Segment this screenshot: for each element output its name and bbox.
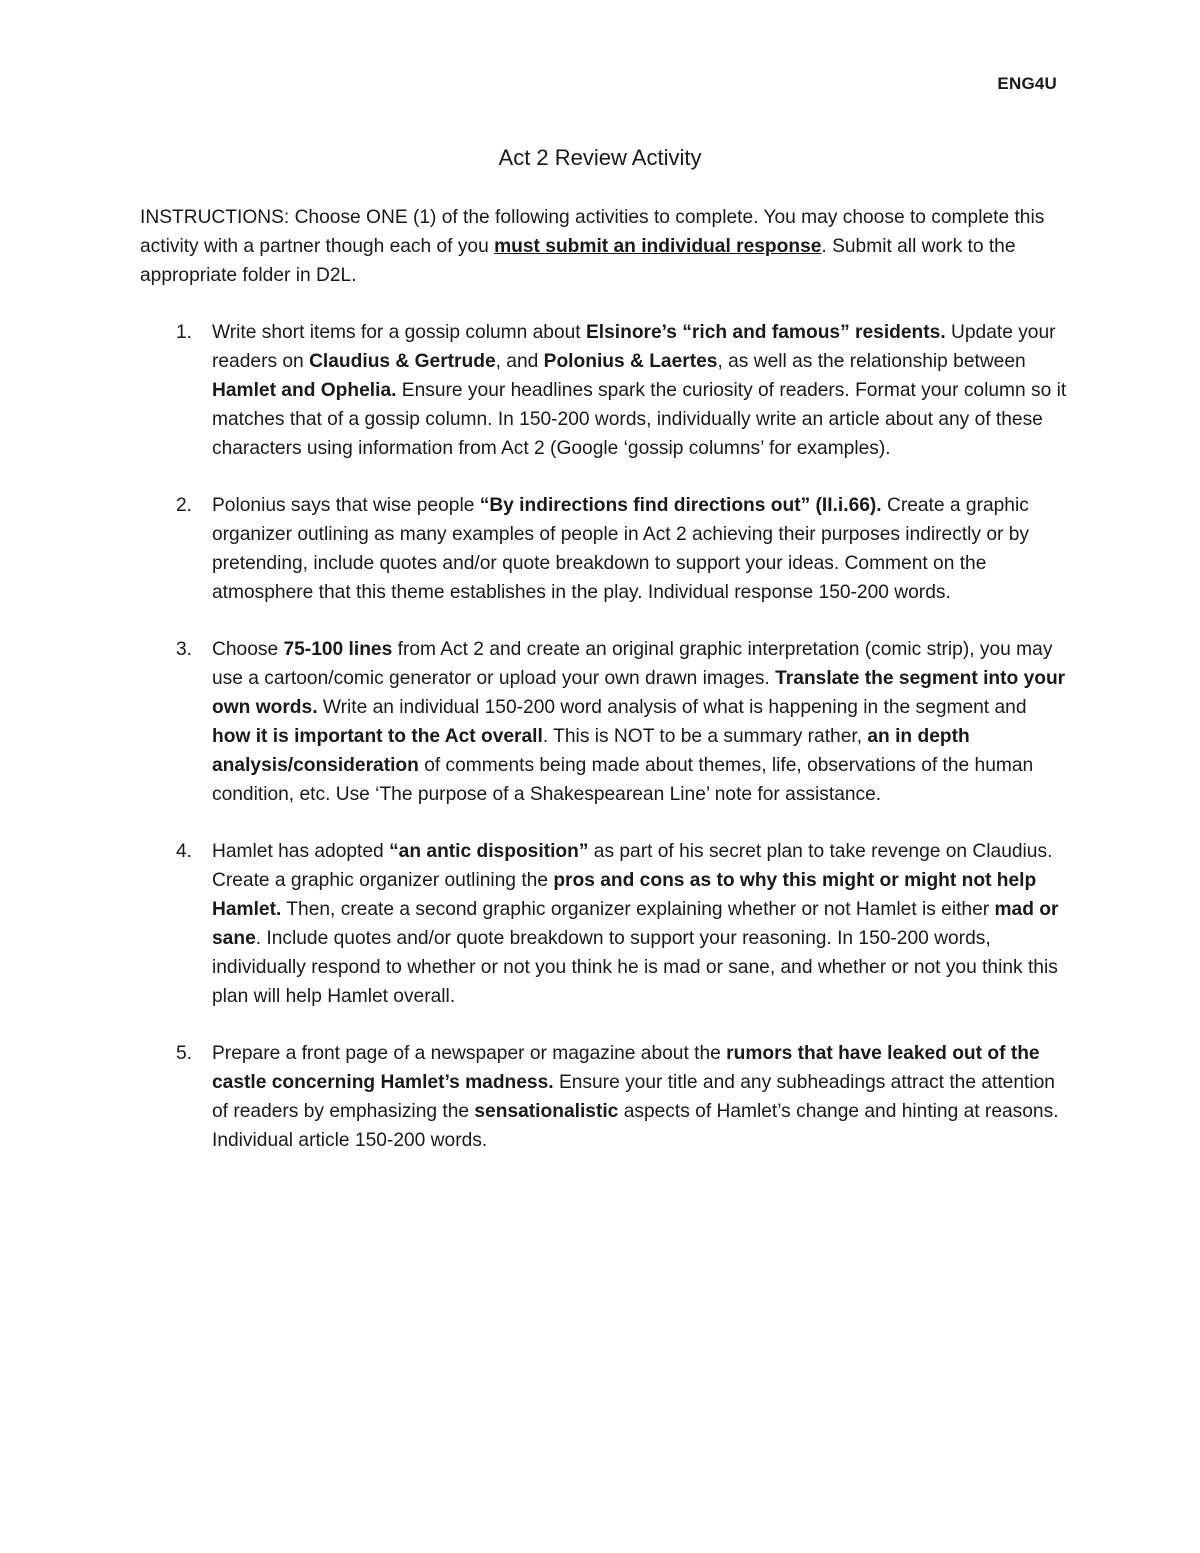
activity-emphasis: Elsinore’s “rich and famous” residents. (585, 322, 946, 343)
activity-item-1 (140, 318, 1070, 463)
activity-emphasis: an in depth analysis/consideration (212, 726, 970, 776)
activity-text: , and (495, 351, 544, 372)
activity-emphasis: Claudius & Gertrude (309, 351, 496, 372)
activity-text: Polonius says that wise people (212, 495, 480, 516)
activity-text: aspects of Hamlet’s change and hinting at reasons. Individual article 150-200 words. (212, 1101, 1059, 1151)
activity-text: Ensure your title and any subheadings attract the attention of readers by emphasizing the (212, 1072, 1055, 1122)
activity-text: . Include quotes and/or quote breakdown to support your reasoning. In 150-200 words, individually respond to whether or not you think he is mad or sane, and whether or not you think this plan will help Hamlet overall. (212, 928, 1058, 1007)
activity-text: Create a graphic organizer outlining as many examples of people in Act 2 achieving their purposes indirectly or by pretending, include quotes and/or quote breakdown to support your ideas. Comment on the atmosphere that this theme establishes in the play. Individual response 150-200 words. (212, 495, 1029, 603)
instructions-paragraph (140, 203, 1070, 290)
page-title: Act 2 Review Activity (498, 145, 702, 170)
activity-text: of comments being made about themes, life, observations of the human condition, etc. Use ‘The purpose of a Shakespearean Line’ note for assistance. (212, 755, 1034, 805)
activity-emphasis: 75-100 lines (283, 639, 393, 660)
instructions-text-1: INSTRUCTIONS: Choose ONE (1) of the following activities to complete. You may choose to complete this activity with a partner though each of you (140, 207, 1045, 257)
activity-item-4 (140, 837, 1070, 1011)
activity-emphasis: Translate the segment into your own words. (212, 668, 1066, 718)
activity-item-5 (140, 1039, 1070, 1155)
activity-number: 1. (176, 322, 193, 343)
activity-text: Update your readers on (212, 322, 1056, 372)
activity-item-2 (140, 491, 1070, 607)
activity-number: 2. (176, 495, 193, 516)
activity-emphasis: mad or sane (212, 899, 1059, 949)
activity-text: Write short items for a gossip column about (212, 322, 586, 343)
activity-emphasis: how it is important to the Act overall (212, 726, 543, 747)
activity-text: Ensure your headlines spark the curiosity of readers. Format your column so it matches that of a gossip column. In 150-200 words, individually write an article about any of these characters using information from Act 2 (Google ‘gossip columns’ for examples). (212, 380, 1067, 459)
activity-text: , as well as the relationship between (717, 351, 1026, 372)
activity-text: Prepare a front page of a newspaper or magazine about the (212, 1043, 727, 1064)
activity-list (140, 318, 1070, 1183)
activity-emphasis: “an antic disposition” (389, 841, 589, 862)
activity-emphasis: Polonius & Laertes (543, 351, 718, 372)
activity-emphasis: Hamlet and Ophelia. (212, 380, 397, 401)
activity-text: as part of his secret plan to take revenge on Claudius. Create a graphic organizer outlining the (212, 841, 1053, 891)
activity-emphasis: pros and cons as to why this might or might not help Hamlet. (212, 870, 1037, 920)
activity-number: 4. (176, 841, 193, 862)
instructions-text-2: . Submit all work to the appropriate folder in D2L. (140, 236, 1016, 286)
activity-number: 3. (176, 639, 193, 660)
activity-emphasis: “By indirections find directions out” (II.i.66). (479, 495, 882, 516)
activity-text: Then, create a second graphic organizer explaining whether or not Hamlet is either (281, 899, 995, 920)
activity-text: from Act 2 and create an original graphic interpretation (comic strip), you may use a cartoon/comic generator or upload your own drawn images. (212, 639, 1053, 689)
activity-emphasis: rumors that have leaked out of the castle concerning Hamlet’s madness. (212, 1043, 1040, 1093)
instructions-emphasis: must submit an individual response (494, 236, 822, 257)
activity-text: . This is NOT to be a summary rather, (542, 726, 868, 747)
activity-text: Choose (212, 639, 284, 660)
activity-item-3 (140, 635, 1070, 809)
activity-emphasis: sensationalistic (474, 1101, 619, 1122)
activity-text: Hamlet has adopted (212, 841, 390, 862)
activity-number: 5. (176, 1043, 193, 1064)
course-code: ENG4U (997, 74, 1057, 93)
activity-text: Write an individual 150-200 word analysis of what is happening in the segment and (317, 697, 1027, 718)
